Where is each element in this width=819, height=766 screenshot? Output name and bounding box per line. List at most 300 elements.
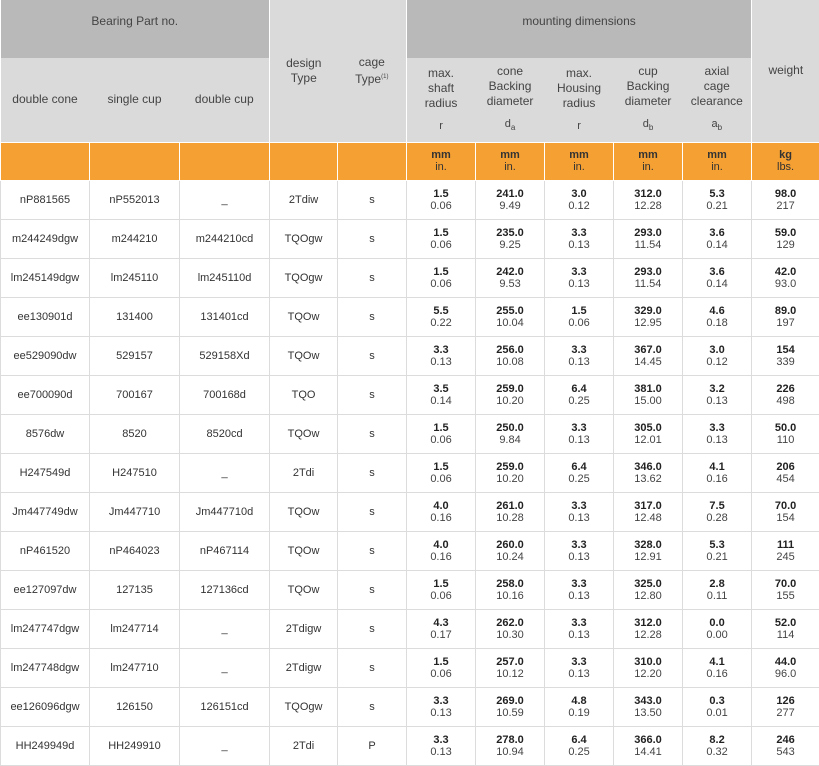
cup-backing-diameter-cell-metric: 346.0 (614, 461, 682, 473)
axial-cage-clearance-cell-metric: 5.3 (683, 188, 751, 200)
unit-in: in. (711, 161, 723, 173)
design-type-cell: TQOgw (270, 219, 338, 258)
cone-backing-diameter-cell-metric: 260.0 (476, 539, 544, 551)
cage-type-cell: s (338, 219, 407, 258)
shaft-radius-cell-metric: 1.5 (407, 461, 475, 473)
axial-cage-clearance-cell-imperial: 0.32 (683, 746, 751, 758)
cone-backing-diameter-cell (476, 570, 545, 609)
cone-backing-diameter-cell-metric: 256.0 (476, 344, 544, 356)
cone-backing-diameter-cell (476, 336, 545, 375)
header-weight (752, 0, 819, 142)
axial-cage-clearance-cell (683, 453, 752, 492)
cone-backing-diameter-cell (476, 297, 545, 336)
symbol-db-sub: b (649, 123, 653, 132)
weight-cell-imperial: 129 (752, 239, 819, 251)
cone-backing-diameter-cell-metric: 235.0 (476, 227, 544, 239)
table-row (1, 297, 819, 336)
single-cup-cell: nP552013 (90, 180, 180, 219)
cup-backing-diameter-cell-metric: 305.0 (614, 422, 682, 434)
cone-backing-diameter-cell (476, 531, 545, 570)
cup-backing-diameter-cell-imperial: 12.91 (614, 551, 682, 563)
max-shaft-radius-line1: max. (428, 66, 454, 80)
cup-backing-diameter-cell-imperial: 11.54 (614, 278, 682, 290)
axial-cage-clearance-cell (683, 375, 752, 414)
cone-backing-diameter-cell-metric: 242.0 (476, 266, 544, 278)
shaft-radius-cell-metric: 4.3 (407, 617, 475, 629)
weight-cell (752, 258, 819, 297)
axial-cage-clearance-cell (683, 414, 752, 453)
cone-backing-diameter-cell-imperial: 10.28 (476, 512, 544, 524)
cup-backing-diameter-cell-metric: 312.0 (614, 188, 682, 200)
shaft-radius-cell (407, 258, 476, 297)
shaft-radius-cell-imperial: 0.14 (407, 395, 475, 407)
shaft-radius-cell (407, 687, 476, 726)
cup-backing-diameter-cell-metric: 317.0 (614, 500, 682, 512)
design-type-cell: TQOw (270, 414, 338, 453)
header-max-housing-radius (545, 58, 614, 142)
housing-radius-cell (545, 726, 614, 765)
cone-backing-diameter-cell-metric: 261.0 (476, 500, 544, 512)
cup-backing-diameter-cell-imperial: 12.20 (614, 668, 682, 680)
table-row (1, 180, 819, 219)
shaft-radius-cell-metric: 3.3 (407, 344, 475, 356)
single-cup-cell: 127135 (90, 570, 180, 609)
cage-type-cell: s (338, 687, 407, 726)
design-type-cell: TQOw (270, 570, 338, 609)
axial-cage-clearance-cell-metric: 4.6 (683, 305, 751, 317)
axial-cage-clearance-cell-metric: 0.0 (683, 617, 751, 629)
shaft-radius-cell-metric: 1.5 (407, 422, 475, 434)
symbol-ab-base: a (712, 118, 718, 130)
housing-radius-cell (545, 609, 614, 648)
double-cup-cell: 529158Xd (180, 336, 270, 375)
housing-radius-cell-metric: 3.3 (545, 227, 613, 239)
axial-cage-clearance-cell (683, 297, 752, 336)
single-cup-cell: 8520 (90, 414, 180, 453)
cone-backing-diameter-cell (476, 258, 545, 297)
cup-backing-diameter-cell-imperial: 12.80 (614, 590, 682, 602)
weight-cell-imperial: 454 (752, 473, 819, 485)
shaft-radius-cell-imperial: 0.06 (407, 473, 475, 485)
cage-type-label: Type (355, 72, 381, 86)
design-type-cell: TQOgw (270, 258, 338, 297)
design-type-cell: TQOgw (270, 687, 338, 726)
shaft-radius-cell-imperial: 0.17 (407, 629, 475, 641)
axial-cage-clearance-cell-imperial: 0.01 (683, 707, 751, 719)
weight-cell-metric: 50.0 (752, 422, 819, 434)
axial-clearance-line2: cage (704, 79, 730, 93)
housing-radius-cell-imperial: 0.13 (545, 590, 613, 602)
table-row (1, 492, 819, 531)
single-cup-cell: 131400 (90, 297, 180, 336)
housing-radius-cell-metric: 6.4 (545, 383, 613, 395)
symbol-r-shaft: r (407, 119, 476, 134)
shaft-radius-cell (407, 297, 476, 336)
weight-cell-imperial: 277 (752, 707, 819, 719)
weight-cell-metric: 44.0 (752, 656, 819, 668)
cage-type-cell: s (338, 453, 407, 492)
axial-cage-clearance-cell-metric: 7.5 (683, 500, 751, 512)
housing-radius-cell (545, 219, 614, 258)
weight-cell-imperial: 197 (752, 317, 819, 329)
axial-cage-clearance-cell (683, 609, 752, 648)
cage-type-cell: s (338, 414, 407, 453)
cone-backing-line3: diameter (487, 94, 534, 108)
unit-mm: mm (476, 149, 544, 161)
units-row (1, 142, 819, 180)
unit-cell-mm-in (614, 142, 683, 180)
shaft-radius-cell-metric: 1.5 (407, 266, 475, 278)
housing-radius-cell (545, 570, 614, 609)
single-cup-cell: 126150 (90, 687, 180, 726)
max-housing-line2: Housing (557, 81, 601, 95)
shaft-radius-cell-metric: 3.3 (407, 734, 475, 746)
cone-backing-diameter-cell-metric: 259.0 (476, 461, 544, 473)
cone-backing-diameter-cell-metric: 250.0 (476, 422, 544, 434)
weight-cell-imperial: 110 (752, 434, 819, 446)
axial-cage-clearance-cell-metric: 3.3 (683, 422, 751, 434)
table-row (1, 375, 819, 414)
cup-backing-diameter-cell-imperial: 12.48 (614, 512, 682, 524)
axial-cage-clearance-cell (683, 492, 752, 531)
table-row (1, 726, 819, 765)
weight-cell-metric: 59.0 (752, 227, 819, 239)
housing-radius-cell-imperial: 0.06 (545, 317, 613, 329)
housing-radius-cell-metric: 3.3 (545, 539, 613, 551)
header-axial-cage-clearance (683, 58, 752, 142)
shaft-radius-cell (407, 219, 476, 258)
shaft-radius-cell (407, 726, 476, 765)
weight-cell-metric: 246 (752, 734, 819, 746)
axial-cage-clearance-cell-imperial: 0.28 (683, 512, 751, 524)
shaft-radius-cell-imperial: 0.06 (407, 278, 475, 290)
unit-lbs: lbs. (777, 161, 794, 173)
housing-radius-cell-imperial: 0.25 (545, 395, 613, 407)
table-row (1, 336, 819, 375)
header-cone-backing-diameter (476, 58, 545, 142)
cone-backing-line1: cone (497, 64, 523, 78)
single-cup-cell: lm245110 (90, 258, 180, 297)
axial-cage-clearance-cell-metric: 3.6 (683, 227, 751, 239)
cone-backing-diameter-cell-imperial: 10.20 (476, 395, 544, 407)
header-single-cup (90, 58, 180, 142)
housing-radius-cell-imperial: 0.13 (545, 239, 613, 251)
weight-cell (752, 531, 819, 570)
double-cone-cell: m244249dgw (1, 219, 90, 258)
cup-backing-diameter-cell-imperial: 12.01 (614, 434, 682, 446)
housing-radius-cell (545, 258, 614, 297)
table-row (1, 414, 819, 453)
cone-backing-diameter-cell-metric: 258.0 (476, 578, 544, 590)
cage-type-cell: s (338, 180, 407, 219)
design-type-cell: 2Tdiw (270, 180, 338, 219)
cone-backing-diameter-cell-metric: 278.0 (476, 734, 544, 746)
table-row (1, 648, 819, 687)
housing-radius-cell (545, 414, 614, 453)
table-row (1, 570, 819, 609)
unit-cell-mm-in (683, 142, 752, 180)
cone-backing-diameter-cell (476, 219, 545, 258)
shaft-radius-cell-imperial: 0.13 (407, 356, 475, 368)
cone-backing-diameter-cell-metric: 255.0 (476, 305, 544, 317)
cone-backing-diameter-cell-metric: 259.0 (476, 383, 544, 395)
axial-cage-clearance-cell-imperial: 0.14 (683, 239, 751, 251)
header-double-cup (180, 58, 270, 142)
weight-cell-imperial: 339 (752, 356, 819, 368)
weight-cell (752, 570, 819, 609)
symbol-da-base: d (505, 118, 511, 130)
design-type-cell: TQOw (270, 297, 338, 336)
header-mounting-dimensions (407, 0, 752, 58)
housing-radius-cell-imperial: 0.13 (545, 356, 613, 368)
axial-cage-clearance-cell-metric: 4.1 (683, 461, 751, 473)
unit-cell-kg-lbs (752, 142, 819, 180)
double-cup-cell: 126151cd (180, 687, 270, 726)
housing-radius-cell (545, 336, 614, 375)
axial-cage-clearance-cell-imperial: 0.11 (683, 590, 751, 602)
cone-backing-diameter-cell (476, 492, 545, 531)
axial-clearance-line1: axial (704, 64, 729, 78)
cone-backing-line2: Backing (489, 79, 532, 93)
axial-cage-clearance-cell-imperial: 0.14 (683, 278, 751, 290)
cage-type-cell: s (338, 648, 407, 687)
weight-cell-imperial: 245 (752, 551, 819, 563)
housing-radius-cell (545, 492, 614, 531)
cup-backing-diameter-cell (614, 687, 683, 726)
axial-cage-clearance-cell-imperial: 0.16 (683, 668, 751, 680)
double-cone-cell: lm247747dgw (1, 609, 90, 648)
max-shaft-radius-line2: shaft (428, 81, 454, 95)
double-cup-cell: lm245110d (180, 258, 270, 297)
single-cup-cell: m244210 (90, 219, 180, 258)
single-cup-cell: lm247714 (90, 609, 180, 648)
table-row (1, 609, 819, 648)
unit-cell-mm-in (407, 142, 476, 180)
weight-cell (752, 219, 819, 258)
cup-backing-diameter-cell-metric: 312.0 (614, 617, 682, 629)
shaft-radius-cell-imperial: 0.13 (407, 707, 475, 719)
cup-backing-diameter-cell (614, 180, 683, 219)
cone-backing-diameter-cell (476, 609, 545, 648)
cup-backing-diameter-cell-metric: 366.0 (614, 734, 682, 746)
axial-cage-clearance-cell (683, 219, 752, 258)
housing-radius-cell-imperial: 0.13 (545, 668, 613, 680)
weight-cell (752, 453, 819, 492)
weight-cell-imperial: 217 (752, 200, 819, 212)
weight-cell (752, 375, 819, 414)
shaft-radius-cell-metric: 1.5 (407, 188, 475, 200)
cup-backing-diameter-cell (614, 375, 683, 414)
double-cup-cell: 131401cd (180, 297, 270, 336)
cup-backing-diameter-cell-metric: 293.0 (614, 227, 682, 239)
shaft-radius-cell-imperial: 0.16 (407, 551, 475, 563)
double-cone-cell: ee127097dw (1, 570, 90, 609)
cage-type-cell: s (338, 531, 407, 570)
axial-clearance-line3: clearance (691, 94, 743, 108)
shaft-radius-cell-imperial: 0.22 (407, 317, 475, 329)
cup-backing-diameter-cell-imperial: 12.28 (614, 629, 682, 641)
housing-radius-cell-imperial: 0.13 (545, 278, 613, 290)
shaft-radius-cell-metric: 5.5 (407, 305, 475, 317)
double-cone-cell: H247549d (1, 453, 90, 492)
unit-cell-empty (1, 142, 90, 180)
weight-cell (752, 648, 819, 687)
weight-cell (752, 180, 819, 219)
single-cup-cell: Jm447710 (90, 492, 180, 531)
shaft-radius-cell-metric: 1.5 (407, 578, 475, 590)
weight-cell-metric: 111 (752, 539, 819, 551)
cup-backing-diameter-cell (614, 492, 683, 531)
double-cup-cell: 700168d (180, 375, 270, 414)
symbol-ab-sub: b (718, 123, 722, 132)
shaft-radius-cell (407, 180, 476, 219)
cone-backing-diameter-cell-metric: 257.0 (476, 656, 544, 668)
single-cup-cell: nP464023 (90, 531, 180, 570)
unit-in: in. (573, 161, 585, 173)
cup-backing-diameter-cell (614, 726, 683, 765)
cone-backing-diameter-cell-imperial: 10.24 (476, 551, 544, 563)
weight-cell-imperial: 543 (752, 746, 819, 758)
symbol-da (476, 117, 545, 135)
weight-cell-metric: 52.0 (752, 617, 819, 629)
max-shaft-radius-line3: radius (425, 96, 458, 110)
cone-backing-diameter-cell-imperial: 10.16 (476, 590, 544, 602)
housing-radius-cell-metric: 4.8 (545, 695, 613, 707)
double-cup-cell: _ (180, 453, 270, 492)
cage-type-cell: s (338, 258, 407, 297)
cup-backing-diameter-cell-metric: 328.0 (614, 539, 682, 551)
cone-backing-diameter-cell-imperial: 10.59 (476, 707, 544, 719)
cup-backing-diameter-cell-metric: 367.0 (614, 344, 682, 356)
housing-radius-cell (545, 297, 614, 336)
housing-radius-cell-imperial: 0.13 (545, 512, 613, 524)
weight-cell (752, 492, 819, 531)
axial-cage-clearance-cell-metric: 0.3 (683, 695, 751, 707)
shaft-radius-cell-metric: 3.3 (407, 695, 475, 707)
housing-radius-cell-imperial: 0.25 (545, 746, 613, 758)
axial-cage-clearance-cell (683, 258, 752, 297)
max-housing-line3: radius (563, 96, 596, 110)
housing-radius-cell-metric: 3.3 (545, 656, 613, 668)
cone-backing-diameter-cell (476, 414, 545, 453)
double-cone-cell: ee700090d (1, 375, 90, 414)
unit-kg: kg (752, 149, 819, 161)
cone-backing-diameter-cell (476, 687, 545, 726)
cup-backing-line1: cup (638, 64, 657, 78)
cup-backing-line3: diameter (625, 94, 672, 108)
housing-radius-cell-metric: 3.3 (545, 578, 613, 590)
weight-cell-imperial: 498 (752, 395, 819, 407)
axial-cage-clearance-cell (683, 180, 752, 219)
housing-radius-cell (545, 180, 614, 219)
design-type-cell: TQOw (270, 492, 338, 531)
cup-backing-diameter-cell-imperial: 15.00 (614, 395, 682, 407)
weight-cell-metric: 98.0 (752, 188, 819, 200)
symbol-db-base: d (643, 118, 649, 130)
shaft-radius-cell-imperial: 0.06 (407, 239, 475, 251)
cup-backing-diameter-cell (614, 297, 683, 336)
shaft-radius-cell (407, 531, 476, 570)
double-cone-cell: Jm447749dw (1, 492, 90, 531)
cone-backing-diameter-cell-imperial: 10.94 (476, 746, 544, 758)
weight-cell-metric: 70.0 (752, 500, 819, 512)
cone-backing-diameter-cell (476, 648, 545, 687)
cup-backing-diameter-cell (614, 609, 683, 648)
design-type-cell: 2Tdi (270, 453, 338, 492)
design-type-cell: TQO (270, 375, 338, 414)
double-cone-cell: ee130901d (1, 297, 90, 336)
header-bearing-part-no (1, 0, 270, 58)
cage-type-footnote: (1) (381, 74, 388, 80)
cup-backing-diameter-cell-imperial: 14.45 (614, 356, 682, 368)
axial-cage-clearance-cell-imperial: 0.21 (683, 200, 751, 212)
housing-radius-cell-metric: 3.0 (545, 188, 613, 200)
weight-cell-imperial: 154 (752, 512, 819, 524)
single-cup-cell: 529157 (90, 336, 180, 375)
cup-backing-diameter-cell (614, 414, 683, 453)
table-row (1, 687, 819, 726)
cup-backing-diameter-cell-metric: 343.0 (614, 695, 682, 707)
cup-backing-diameter-cell-imperial: 13.62 (614, 473, 682, 485)
cup-backing-diameter-cell-metric: 329.0 (614, 305, 682, 317)
double-cup-cell: _ (180, 609, 270, 648)
shaft-radius-cell-imperial: 0.06 (407, 590, 475, 602)
axial-cage-clearance-cell (683, 531, 752, 570)
weight-cell (752, 609, 819, 648)
cone-backing-diameter-cell-imperial: 9.25 (476, 239, 544, 251)
max-housing-line1: max. (566, 66, 592, 80)
weight-cell-metric: 89.0 (752, 305, 819, 317)
housing-radius-cell (545, 453, 614, 492)
design-type-label: Type (291, 71, 317, 85)
single-cup-cell: lm247710 (90, 648, 180, 687)
design-label: design (286, 56, 321, 70)
cone-backing-diameter-cell (476, 375, 545, 414)
cone-backing-diameter-cell (476, 180, 545, 219)
single-cup-label: single cup (107, 92, 161, 106)
shaft-radius-cell-metric: 1.5 (407, 227, 475, 239)
housing-radius-cell-imperial: 0.13 (545, 551, 613, 563)
housing-radius-cell-metric: 6.4 (545, 734, 613, 746)
double-cone-cell: lm247748dgw (1, 648, 90, 687)
header-cup-backing-diameter (614, 58, 683, 142)
weight-cell (752, 726, 819, 765)
axial-cage-clearance-cell-imperial: 0.13 (683, 395, 751, 407)
double-cone-cell: ee529090dw (1, 336, 90, 375)
double-cone-cell: 8576dw (1, 414, 90, 453)
axial-cage-clearance-cell-imperial: 0.21 (683, 551, 751, 563)
mounting-dimensions-label: mounting dimensions (522, 14, 635, 28)
cage-type-cell: s (338, 570, 407, 609)
shaft-radius-cell (407, 609, 476, 648)
housing-radius-cell-metric: 3.3 (545, 500, 613, 512)
axial-cage-clearance-cell-imperial: 0.12 (683, 356, 751, 368)
double-cup-cell: 8520cd (180, 414, 270, 453)
double-cone-cell: lm245149dgw (1, 258, 90, 297)
cup-backing-diameter-cell-metric: 293.0 (614, 266, 682, 278)
shaft-radius-cell (407, 492, 476, 531)
weight-cell (752, 414, 819, 453)
cup-backing-diameter-cell-imperial: 12.28 (614, 200, 682, 212)
table-row (1, 219, 819, 258)
axial-cage-clearance-cell-metric: 3.0 (683, 344, 751, 356)
unit-mm: mm (545, 149, 613, 161)
symbol-r-housing: r (545, 119, 614, 134)
cup-backing-diameter-cell (614, 258, 683, 297)
cage-type-cell: s (338, 336, 407, 375)
weight-cell-imperial: 114 (752, 629, 819, 641)
axial-cage-clearance-cell (683, 336, 752, 375)
